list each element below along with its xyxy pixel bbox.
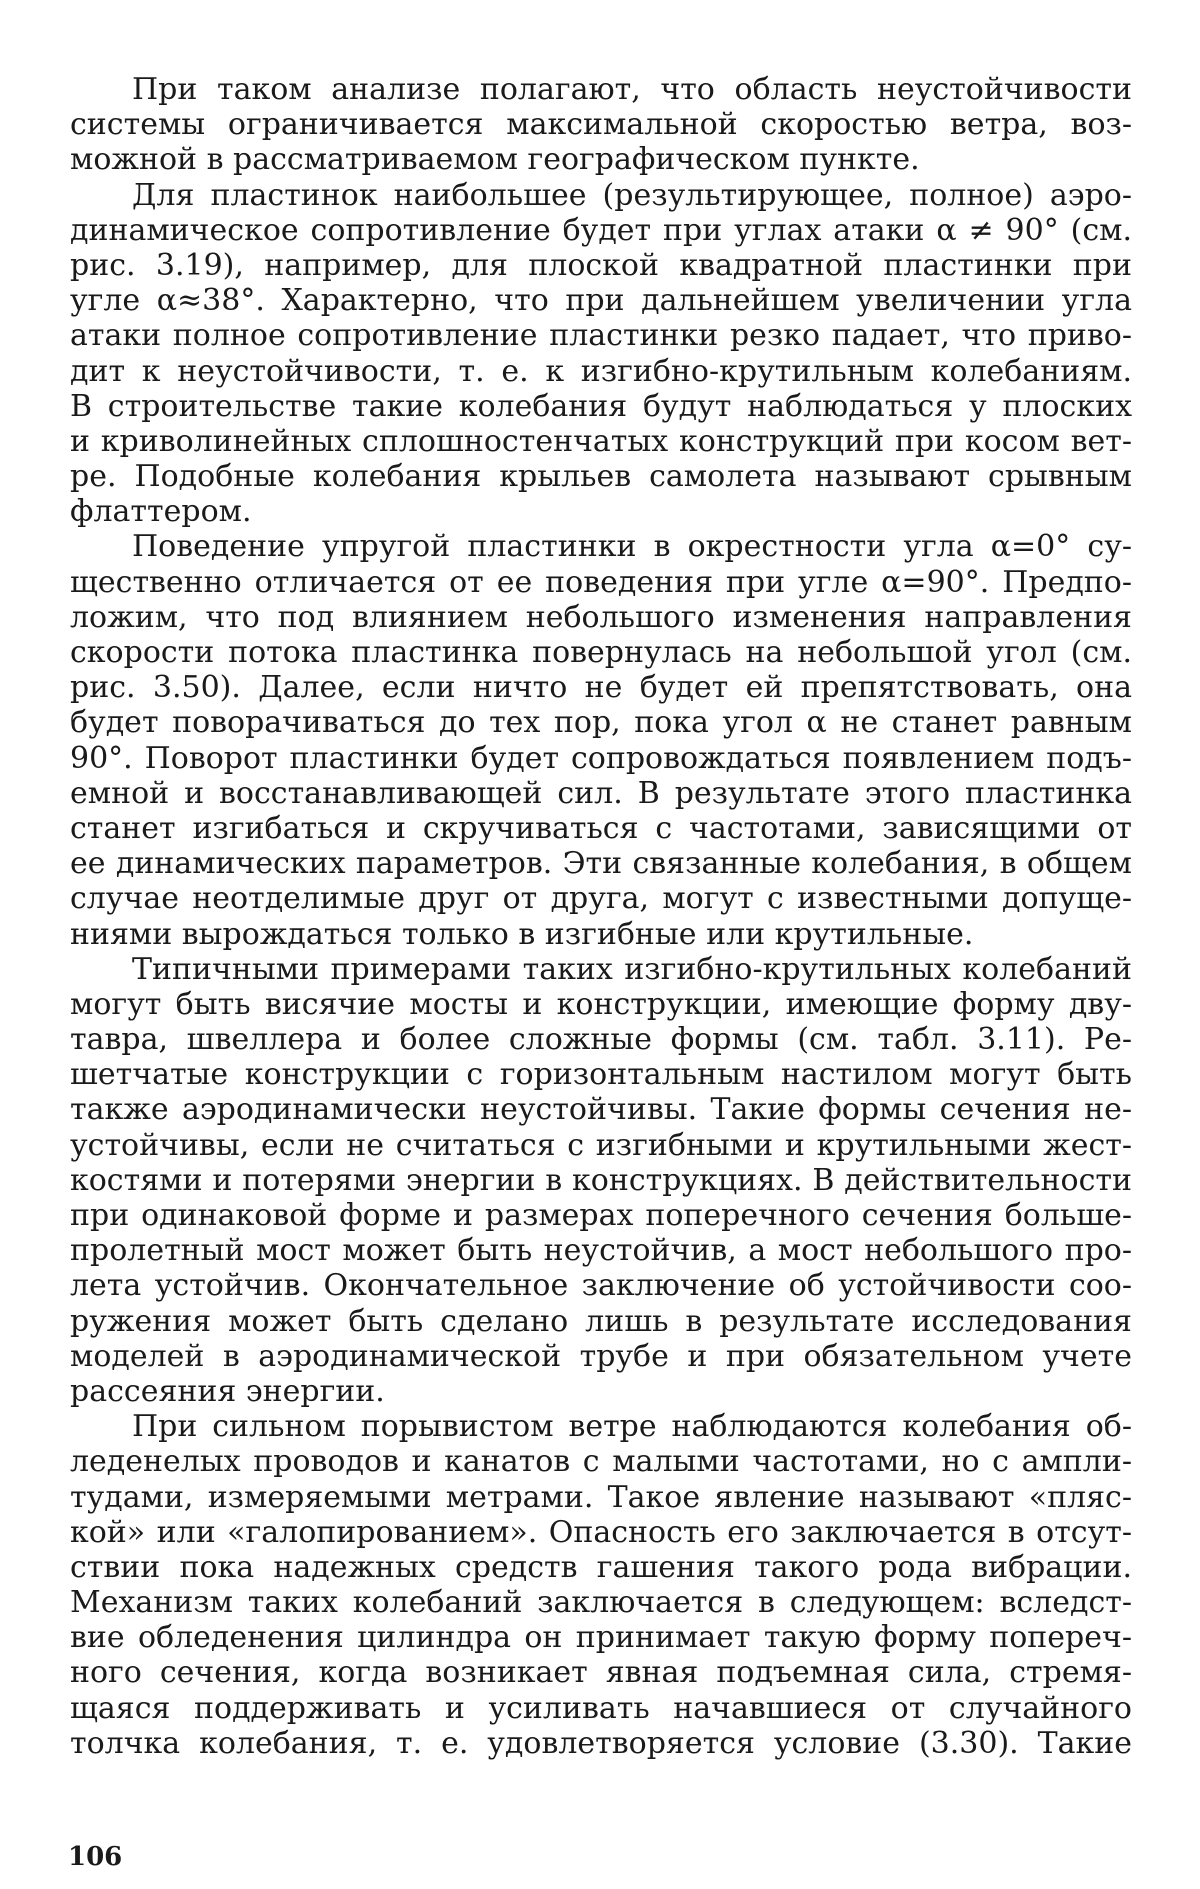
text-line: леденелых проводов и канатов с малыми частотами, но с ампли- [70,1444,1132,1480]
text-line: ниями вырождаться только в изгибные или крутильные. [70,916,974,952]
text-line: рис. 3.19), например, для плоской квадратной пластинки при [70,247,1132,283]
text-line: Поведение упругой пластинки в окрестности угла α=0° су- [132,529,1132,565]
page-number: 106 [68,1842,123,1872]
text-line: шетчатые конструкции с горизонтальным настилом могут быть [70,1057,1132,1093]
text-line: лета устойчив. Окончательное заключение об устойчивости соо- [70,1268,1132,1304]
text-line: угле α≈38°. Характерно, что при дальнейшем увеличении угла [70,283,1132,319]
text-line: ружения может быть сделано лишь в результате исследования [70,1303,1132,1339]
text-line: станет изгибаться и скручиваться с частотами, зависящими от [70,810,1132,846]
text-line: В строительстве такие колебания будут наблюдаться у плоских [70,388,1132,424]
text-line: устойчивы, если не считаться с изгибными и крутильными жест- [70,1127,1132,1163]
text-line: Типичными примерами таких изгибно-крутильных колебаний [132,951,1132,987]
text-line: рассеяния энергии. [70,1373,385,1409]
text-line: могут быть висячие мосты и конструкции, имеющие форму дву- [70,986,1132,1022]
text-line: Для пластинок наибольшее (результирующее, полное) аэро- [132,177,1132,213]
text-line: и криволинейных сплошностенчатых конструкций при косом вет- [70,423,1132,459]
text-line: вие обледенения цилиндра он принимает такую форму попереч- [70,1620,1132,1656]
paragraph-3 [70,529,1132,951]
page-body [70,72,1132,1761]
text-line: рис. 3.50). Далее, если ничто не будет ей препятствовать, она [70,670,1132,706]
text-line: скорости потока пластинка повернулась на небольшой угол (см. [70,635,1132,670]
paragraph-2 [70,178,1132,530]
text-line: ствии пока надежных средств гашения такого рода вибрации. [70,1549,1132,1585]
text-line: также аэродинамически неустойчивы. Такие формы сечения не- [70,1092,1132,1128]
text-line: дит к неустойчивости, т. е. к изгибно-крутильным колебаниям. [70,353,1132,389]
text-line: при одинаковой форме и размерах поперечного сечения больше- [70,1198,1132,1233]
text-line: системы ограничивается максимальной скоростью ветра, воз- [70,107,1132,143]
text-line: тавра, швеллера и более сложные формы (см. табл. 3.11). Ре- [70,1022,1132,1058]
text-line: моделей в аэродинамической трубе и при обязательном учете [70,1338,1132,1374]
text-line: случае неотделимые друг от друга, могут с известными допуще- [70,881,1132,917]
paragraph-5 [70,1409,1132,1761]
text-line: будет поворачиваться до тех пор, пока угол α не станет равным [70,705,1132,741]
text-line: 90°. Поворот пластинки будет сопровождаться появлением подъ- [70,740,1132,776]
paragraph-1 [70,72,1132,178]
text-line: щественно отличается от ее поведения при угле α=90°. Предпо- [70,564,1132,600]
text-line: тудами, измеряемыми метрами. Такое явление называют «пляс- [70,1479,1132,1515]
text-line: емной и восстанавливающей сил. В результате этого пластинка [70,775,1132,811]
text-line: можной в рассматриваемом географическом пункте. [70,142,920,178]
text-line: костями и потерями энергии в конструкциях. В действительности [70,1162,1132,1198]
text-line: атаки полное сопротивление пластинки резко падает, что приво- [70,318,1132,354]
text-line: При таком анализе полагают, что область неустойчивости [132,72,1132,107]
text-line: При сильном порывистом ветре наблюдаются колебания об- [132,1409,1132,1445]
text-line: пролетный мост может быть неустойчив, а мост небольшого про- [70,1233,1132,1269]
text-line: кой» или «галопированием». Опасность его заключается в отсут- [70,1514,1132,1550]
text-line: Механизм таких колебаний заключается в следующем: вследст- [70,1585,1132,1621]
text-line: толчка колебания, т. е. удовлетворяется условие (3.30). Такие [70,1725,1132,1761]
text-line: ного сечения, когда возникает явная подъемная сила, стремя- [70,1655,1132,1691]
text-line: ре. Подобные колебания крыльев самолета называют срывным [70,459,1132,495]
text-line: флаттером. [70,494,252,530]
text-line: ее динамических параметров. Эти связанные колебания, в общем [70,846,1132,882]
text-line: щаяся поддерживать и усиливать начавшиеся от случайного [70,1690,1132,1726]
paragraph-4 [70,952,1132,1409]
text-line: ложим, что под влиянием небольшого изменения направления [70,599,1132,635]
text-line: динамическое сопротивление будет при углах атаки α ≠ 90° (см. [70,212,1132,248]
